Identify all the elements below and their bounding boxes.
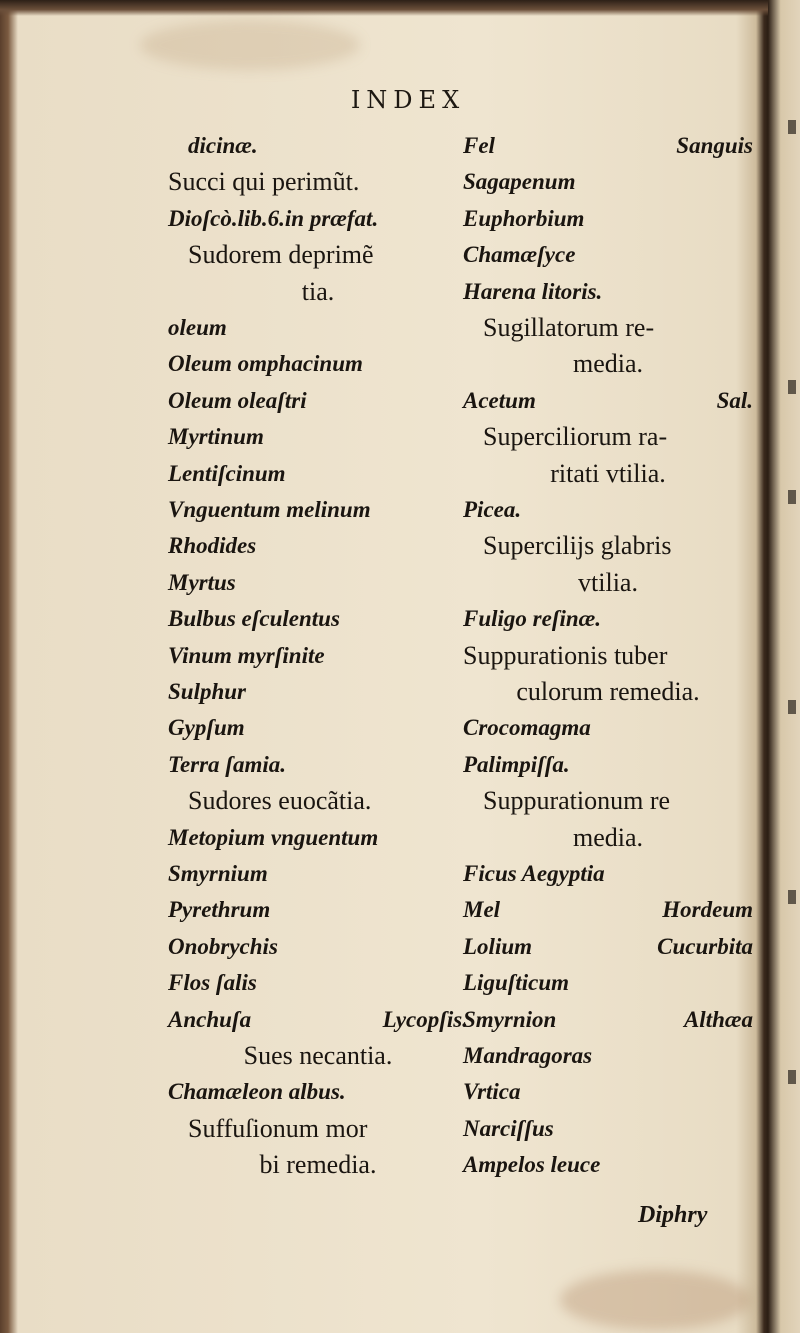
index-entry: Ampelos leuce [463, 1152, 601, 1178]
index-entry-part: Anchuſa [168, 1006, 252, 1032]
index-entry: Narciſſus [463, 1115, 554, 1141]
index-entry [168, 1002, 468, 1038]
index-entry-part: Sal. [716, 387, 753, 413]
index-entry: Suppurationis tuber [463, 640, 668, 670]
index-entry: Onobrychis [168, 933, 278, 959]
index-entry: Mandragoras [463, 1043, 593, 1068]
index-entry: Vnguentum melinum [168, 497, 371, 522]
index-entry: Sugillatorum re- [483, 313, 655, 342]
index-entry: Chamæſyce [463, 242, 576, 268]
facing-page-letter [788, 490, 796, 504]
index-entry: Succi qui perimũt. [168, 167, 360, 197]
index-entry: Smyrnium [168, 861, 268, 886]
index-entry [463, 1002, 753, 1038]
index-entry [463, 383, 753, 419]
index-entry: Superciliorum ra- [483, 422, 668, 452]
facing-page-letter [788, 120, 796, 134]
index-entry: Vrtica [463, 1079, 521, 1105]
index-entry: tia. [301, 276, 335, 306]
index-entry-part: Lycopſis. [382, 1006, 468, 1032]
index-entry: Sagapenum [463, 169, 576, 195]
index-entry: Flos ſalis [168, 970, 257, 996]
index-entry: Crocomagma [463, 715, 591, 741]
index-entry: culorum remedia. [516, 677, 700, 706]
index-entry: Oleum oleaſtri [168, 387, 307, 413]
index-entry: Sues necantia. [243, 1041, 393, 1070]
index-entry [463, 128, 753, 164]
index-entry: Metopium vnguentum [168, 824, 379, 850]
facing-page-letter [788, 1070, 796, 1084]
index-entry-part: Acetum [463, 387, 536, 413]
catchword: Diphry [638, 1202, 708, 1228]
index-entry: media. [572, 822, 644, 852]
index-entry: vtilia. [578, 567, 638, 597]
index-entry: Suffuſionum mor [188, 1113, 368, 1143]
index-entry: media. [572, 349, 644, 379]
index-entry: Ficus Aegyptia [463, 861, 605, 886]
index-entry-part: Fel [463, 133, 495, 158]
index-entry-part: Cucurbita [657, 933, 753, 959]
index-entry-part: Smyrnion [463, 1006, 557, 1032]
index-entry-part: Lolium [463, 933, 533, 959]
running-header: INDEX [350, 86, 466, 114]
index-entry [463, 892, 753, 928]
index-entry: Sudorem deprimẽ [188, 240, 374, 270]
index-entry: Rhodides [168, 533, 257, 559]
index-entry: Sulphur [168, 679, 247, 704]
index-entry: Picea. [463, 497, 522, 522]
index-entry: Palimpiſſa. [463, 751, 570, 777]
index-entry: Liguſticum [463, 970, 570, 996]
index-entry: Supercilijs glabris [483, 531, 672, 561]
facing-page-letter [788, 380, 796, 394]
facing-page-letter [788, 700, 796, 714]
index-entry [463, 929, 753, 965]
index-entry: Pyrethrum [168, 897, 271, 923]
index-entry: Lentiſcinum [168, 460, 286, 486]
index-entry-part: Sanguis [676, 133, 753, 158]
index-entry: dicinæ. [188, 133, 258, 158]
index-entry-part: Hordeum [662, 897, 753, 923]
index-entry: Vinum myrſinite [168, 642, 325, 668]
index-entry-part: Mel [463, 897, 501, 923]
index-entry: Harena litoris. [463, 278, 603, 304]
index-entry: Fuligo reſinæ. [463, 606, 602, 632]
index-entry: Dioſcò.lib.6.in præfat. [168, 205, 379, 231]
book-top-edge [0, 0, 800, 16]
index-entry: Bulbus eſculentus [168, 606, 340, 632]
facing-page-letter [788, 890, 796, 904]
index-entry: Oleum omphacinum [168, 351, 363, 377]
facing-page-edge [768, 0, 800, 1333]
index-entry: Suppurationum re [483, 786, 671, 816]
index-entry: Sudores euocãtia. [188, 786, 372, 816]
index-entry: Terra ſamia. [168, 751, 286, 777]
index-entry: Gypſum [168, 715, 245, 741]
index-entry: oleum [168, 315, 227, 340]
index-entry: ritati vtilia. [550, 458, 666, 488]
index-entry: bi remedia. [259, 1150, 377, 1180]
index-entry: Euphorbium [463, 205, 585, 231]
book-page [18, 16, 758, 1333]
index-entry: Myrtus [168, 569, 236, 595]
index-entry: Chamæleon albus. [168, 1079, 346, 1105]
index-entry-part: Althæa [683, 1006, 753, 1032]
index-entry: Myrtinum [168, 424, 264, 450]
